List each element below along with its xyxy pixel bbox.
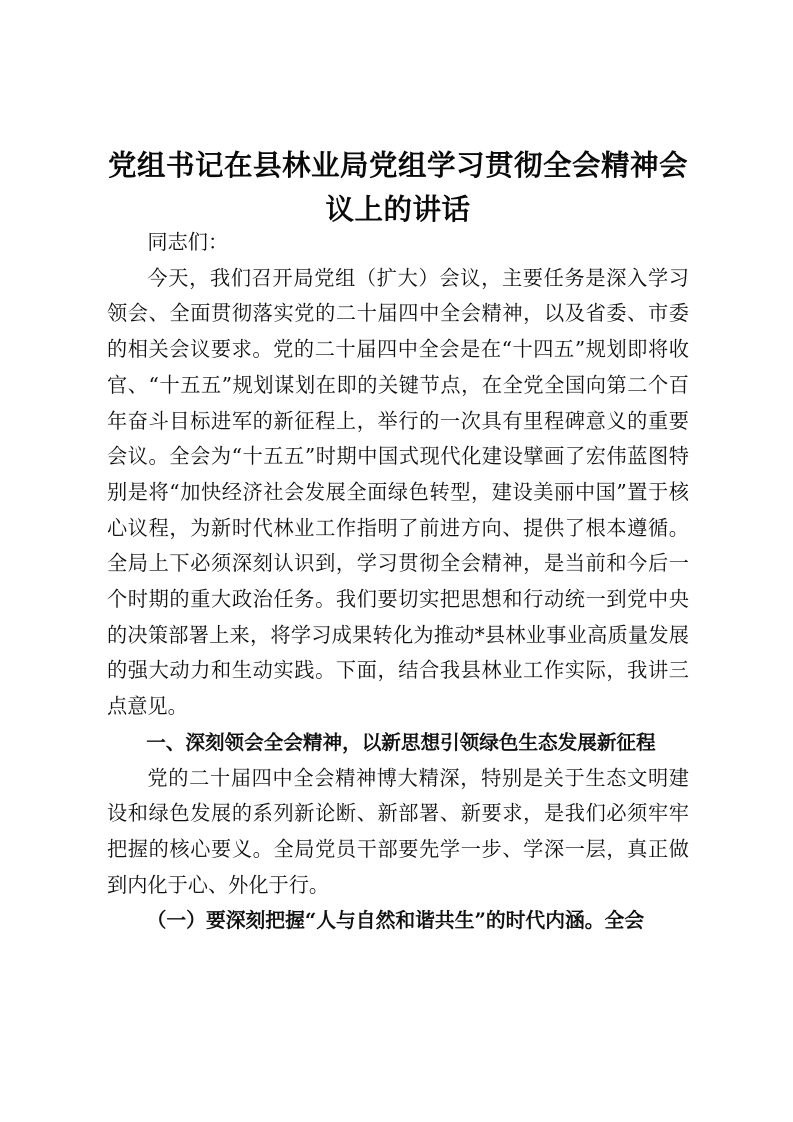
section-1-paragraph: 党的二十届四中全会精神博大精深，特别是关于生态文明建设和绿色发展的系列新论断、新部署、新要求，是我们必须牢牢把握的核心要义。全局党员干部要先学一步、学深一层，真正做到内化于心、外化于行。 — [107, 765, 689, 897]
document-title: 党组书记在县林业局党组学习贯彻全会精神会议上的讲话 — [107, 148, 688, 226]
intro-paragraph: 今天，我们召开局党组（扩大）会议，主要任务是深入学习领会、全面贯彻落实党的二十届四中全会精神，以及省委、市委的相关会议要求。党的二十届四中全会是在“十四五”规划即将收官、“十五五”规划谋划在即的关键节点，在全党全国向第二个百年奋斗目标进军的新征程上，举行的一次具有里程碑意义的重要会议。全会为“十五五”时期中国式现代化建设擘画了宏伟蓝图特别是将“加快经济社会发展全面绿色转型，建设美丽中国”置于核心议程，为新时代林业工作指明了前进方向、提供了根本遵循。全局上下必须深刻认识到，学习贯彻全会精神，是当前和今后一个时期的重大政治任务。我们要切实把思想和行动统一到党中央的决策部署上来，将学习成果转化为推动*县林业事业高质量发展的强大动力和生动实践。下面，结合我县林业工作实际，我讲三点意见。 — [107, 265, 689, 719]
salutation: 同志们： — [147, 230, 229, 254]
section-heading-1: 一、深刻领会全会精神，以新思想引领绿色生态发展新征程 — [146, 730, 656, 754]
subsection-heading-1: （一）要深刻把握“人与自然和谐共生”的时代内涵。全会 — [146, 908, 645, 933]
document-body — [107, 225, 689, 939]
